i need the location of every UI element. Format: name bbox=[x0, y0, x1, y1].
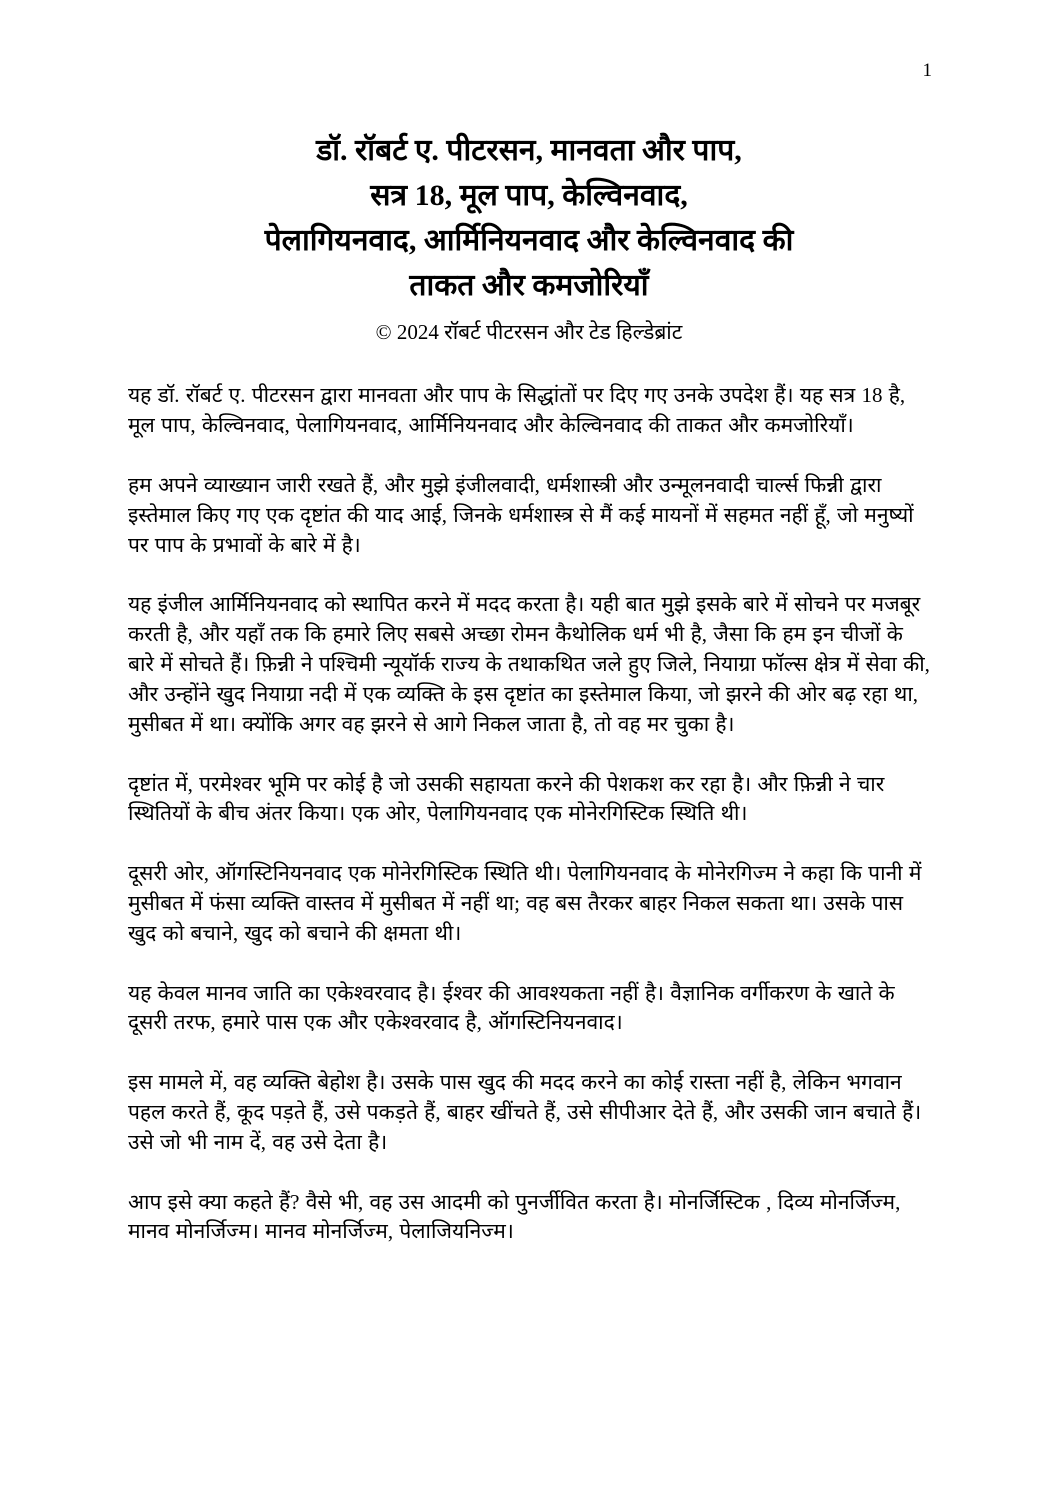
paragraph-2: हम अपने व्याख्यान जारी रखते हैं, और मुझे इंजीलवादी, धर्मशास्त्री और उन्मूलनवादी चार्ल्स फिन्नी द्वारा इस्तेमाल किए गए एक दृष्टांत की याद आई, जिनके धर्मशास्त्र से मैं कई मायनों में सहमत नहीं हूँ, जो मनुष्यों पर पाप के प्रभावों के बारे में है। bbox=[128, 473, 914, 557]
title-line-1: डॉ. रॉबर्ट ए. पीटरसन, मानवता और पाप, bbox=[316, 134, 742, 167]
title-line-2: सत्र 18, मूल पाप, केल्विनवाद, bbox=[370, 179, 688, 212]
title-line-3: पेलागियनवाद, आर्मिनियनवाद और केल्विनवाद की bbox=[264, 224, 794, 257]
paragraph-5: दूसरी ओर, ऑगस्टिनियनवाद एक मोनेरगिस्टिक स्थिति थी। पेलागियनवाद के मोनेरगिज्म ने कहा कि पानी में मुसीबत में फंसा व्यक्ति वास्तव में मुसीबत में नहीं था; वह बस तैरकर बाहर निकल सकता था। उसके पास खुद को बचाने, खुद को बचाने की क्षमता थी। bbox=[128, 861, 922, 945]
paragraph-6: यह केवल मानव जाति का एकेश्वरवाद है। ईश्वर की आवश्यकता नहीं है। वैज्ञानिक वर्गीकरण के खाते के दूसरी तरफ, हमारे पास एक और एकेश्वरवाद है, ऑगस्टिनियनवाद। bbox=[128, 980, 895, 1035]
paragraph-1: यह डॉ. रॉबर्ट ए. पीटरसन द्वारा मानवता और पाप के सिद्धांतों पर दिए गए उनके उपदेश हैं। यह सत्र 18 है, मूल पाप, केल्विनवाद, पेलागियनवाद, आर्मिनियनवाद और केल्विनवाद की ताकत और कमजोरियाँ। bbox=[128, 383, 906, 438]
title-line-4: ताकत और कमजोरियाँ bbox=[409, 269, 649, 302]
paragraph-4: दृष्टांत में, परमेश्वर भूमि पर कोई है जो उसकी सहायता करने की पेशकश कर रहा है। और फ़िन्नी ने चार स्थितियों के बीच अंतर किया। एक ओर, पेलागियनवाद एक मोनेरगिस्टिक स्थिति थी। bbox=[128, 771, 885, 826]
paragraph-3: यह इंजील आर्मिनियनवाद को स्थापित करने में मदद करता है। यही बात मुझे इसके बारे में सोचने पर मजबूर करती है, और यहाँ तक कि हमारे लिए सबसे अच्छा रोमन कैथोलिक धर्म भी है, जैसा कि हम इन चीजों के बारे में सोचते हैं। फ़िन्नी ने पश्चिमी न्यूयॉर्क राज्य के तथाकथित जले हुए जिले, नियाग्रा फॉल्स क्षेत्र में सेवा की, और उन्होंने खुद नियाग्रा नदी में एक व्यक्ति के इस दृष्टांत का इस्तेमाल किया, जो झरने की ओर बढ़ रहा था, मुसीबत में था। क्योंकि अगर वह झरने से आगे निकल जाता है, तो वह मर चुका है। bbox=[128, 592, 930, 736]
page-number: 1 bbox=[922, 60, 932, 81]
paragraph-7: इस मामले में, वह व्यक्ति बेहोश है। उसके पास खुद की मदद करने का कोई रास्ता नहीं है, लेकिन भगवान पहल करते हैं, कूद पड़ते हैं, उसे पकड़ते हैं, बाहर खींचते हैं, उसे सीपीआर देते हैं, और उसकी जान बचाते हैं। उसे जो भी नाम दें, वह उसे देता है। bbox=[128, 1070, 922, 1154]
copyright-line: © 2024 रॉबर्ट पीटरसन और टेड हिल्डेब्रांट bbox=[375, 320, 683, 344]
paragraph-8: आप इसे क्या कहते हैं? वैसे भी, वह उस आदमी को पुनर्जीवित करता है। मोनर्जिस्टिक , दिव्य मोनर्जिज्म, मानव मोनर्जिज्म। मानव मोनर्जिज्म, पेलाजियनिज्म। bbox=[128, 1189, 901, 1244]
document-body bbox=[128, 381, 930, 1247]
document-title bbox=[128, 128, 930, 308]
